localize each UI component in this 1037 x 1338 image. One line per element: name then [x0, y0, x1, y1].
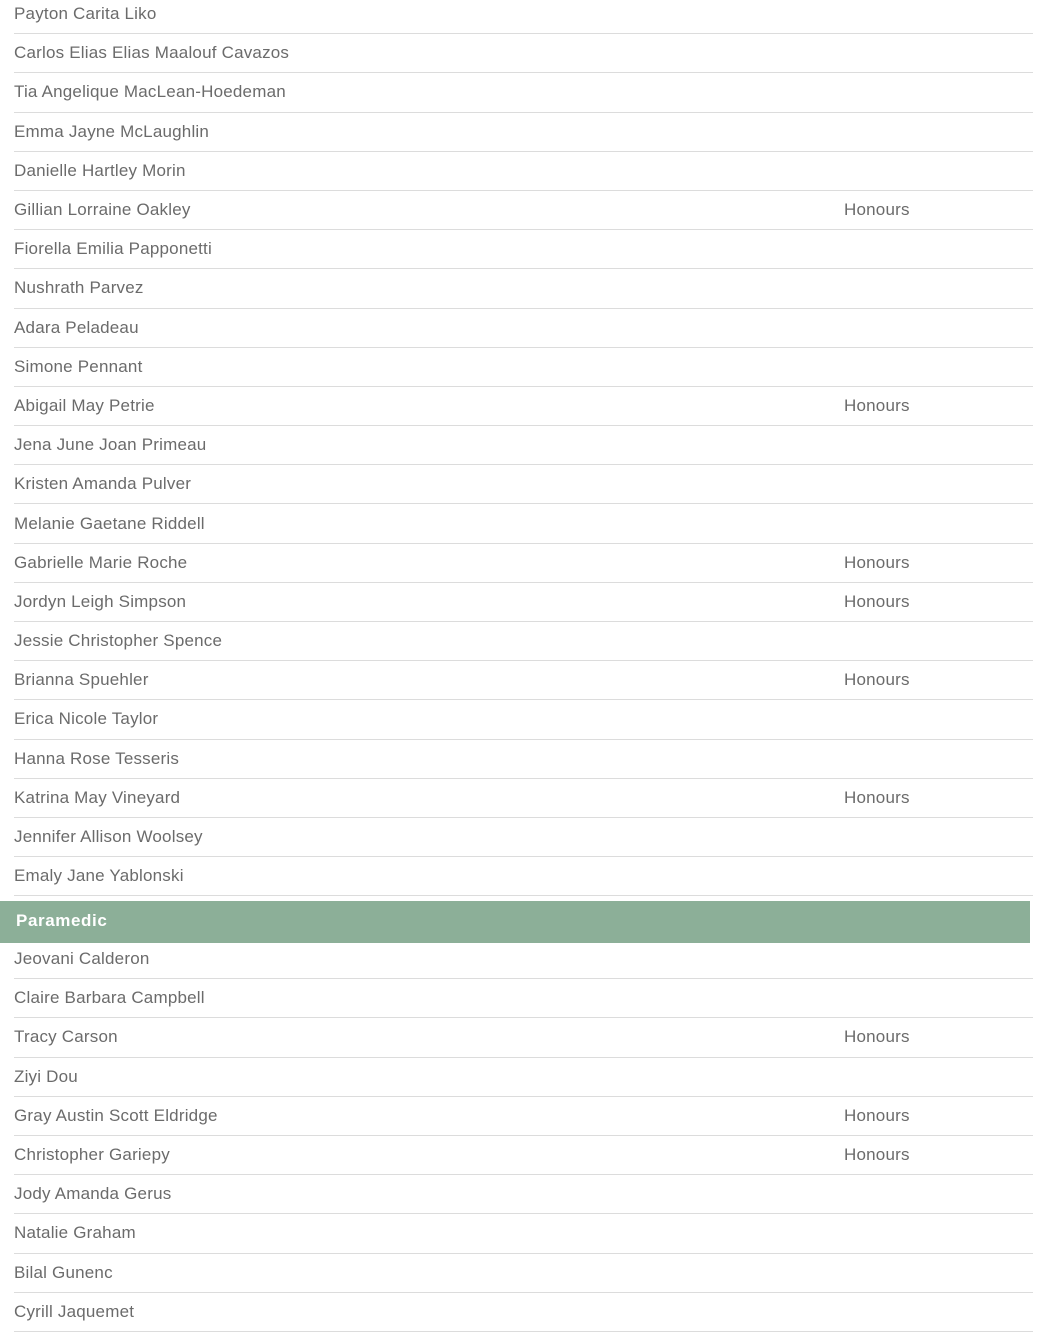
honours-label: Honours [844, 395, 910, 415]
graduate-name: Natalie Graham [14, 1223, 136, 1243]
list-item [14, 348, 1033, 387]
graduate-name: Claire Barbara Campbell [14, 988, 205, 1008]
graduate-name: Melanie Gaetane Riddell [14, 513, 205, 533]
list-item [14, 622, 1033, 661]
list-item [14, 583, 1033, 622]
list-item [14, 1058, 1033, 1097]
list-item [14, 1214, 1033, 1253]
list-item [14, 940, 1033, 979]
graduate-name: Nushrath Parvez [14, 278, 144, 298]
list-item [14, 740, 1033, 779]
list-item [14, 700, 1033, 739]
list-item [14, 1254, 1033, 1293]
list-item [14, 1293, 1033, 1332]
honours-label: Honours [844, 1105, 910, 1125]
graduate-name: Tia Angelique MacLean-Hoedeman [14, 82, 286, 102]
graduate-name: Ziyi Dou [14, 1066, 78, 1086]
graduate-name: Adara Peladeau [14, 317, 139, 337]
graduate-name: Gabrielle Marie Roche [14, 552, 188, 572]
graduate-name: Emaly Jane Yablonski [14, 866, 184, 886]
graduate-name: Jessie Christopher Spence [14, 631, 223, 651]
list-item [14, 857, 1033, 896]
graduate-name: Hanna Rose Tesseris [14, 748, 180, 768]
list-item [14, 544, 1033, 583]
list-item [14, 1136, 1033, 1175]
honours-label: Honours [844, 787, 910, 807]
graduate-name: Danielle Hartley Morin [14, 160, 186, 180]
graduate-name: Jordyn Leigh Simpson [14, 591, 187, 611]
list-item [14, 818, 1033, 857]
list-item [14, 191, 1033, 230]
graduate-name: Jeovani Calderon [14, 949, 150, 969]
list-item [14, 0, 1033, 34]
graduate-name: Gray Austin Scott Eldridge [14, 1105, 218, 1125]
graduate-name: Jennifer Allison Woolsey [14, 827, 203, 847]
graduate-name: Christopher Gariepy [14, 1145, 170, 1165]
graduate-name: Bilal Gunenc [14, 1262, 113, 1282]
list-item [14, 661, 1033, 700]
graduate-name: Tracy Carson [14, 1027, 118, 1047]
graduate-name: Fiorella Emilia Papponetti [14, 239, 212, 259]
section-title: Paramedic [16, 911, 108, 930]
graduate-name: Kristen Amanda Pulver [14, 474, 192, 494]
list-item [14, 269, 1033, 308]
graduate-name: Jena June Joan Primeau [14, 435, 207, 455]
list-item [14, 34, 1033, 73]
honours-label: Honours [844, 670, 910, 690]
graduate-name: Simone Pennant [14, 356, 143, 376]
list-item [14, 465, 1033, 504]
honours-label: Honours [844, 1027, 910, 1047]
list-item [14, 309, 1033, 348]
graduate-name: Katrina May Vineyard [14, 787, 181, 807]
list-item [14, 426, 1033, 465]
graduate-name: Jody Amanda Gerus [14, 1184, 172, 1204]
honours-label: Honours [844, 591, 910, 611]
paramedic-list [0, 940, 1037, 1332]
honours-label: Honours [844, 1145, 910, 1165]
list-item [14, 1097, 1033, 1136]
graduate-name: Cyrill Jaquemet [14, 1301, 135, 1321]
list-item [14, 73, 1033, 112]
list-item [14, 779, 1033, 818]
list-item [14, 152, 1033, 191]
list-item [14, 1018, 1033, 1057]
section-header-paramedic [0, 901, 1030, 943]
list-item [14, 1175, 1033, 1214]
graduate-name: Gillian Lorraine Oakley [14, 200, 191, 220]
list-item [14, 113, 1033, 152]
graduate-name: Carlos Elias Elias Maalouf Cavazos [14, 43, 290, 63]
graduate-name: Payton Carita Liko [14, 4, 157, 24]
graduate-name: Abigail May Petrie [14, 395, 155, 415]
list-item [14, 504, 1033, 543]
honours-label: Honours [844, 200, 910, 220]
graduate-name: Erica Nicole Taylor [14, 709, 159, 729]
graduate-name: Emma Jayne McLaughlin [14, 121, 210, 141]
honours-label: Honours [844, 552, 910, 572]
list-item [14, 230, 1033, 269]
list-item [14, 387, 1033, 426]
list-item [14, 979, 1033, 1018]
graduate-name: Brianna Spuehler [14, 670, 149, 690]
